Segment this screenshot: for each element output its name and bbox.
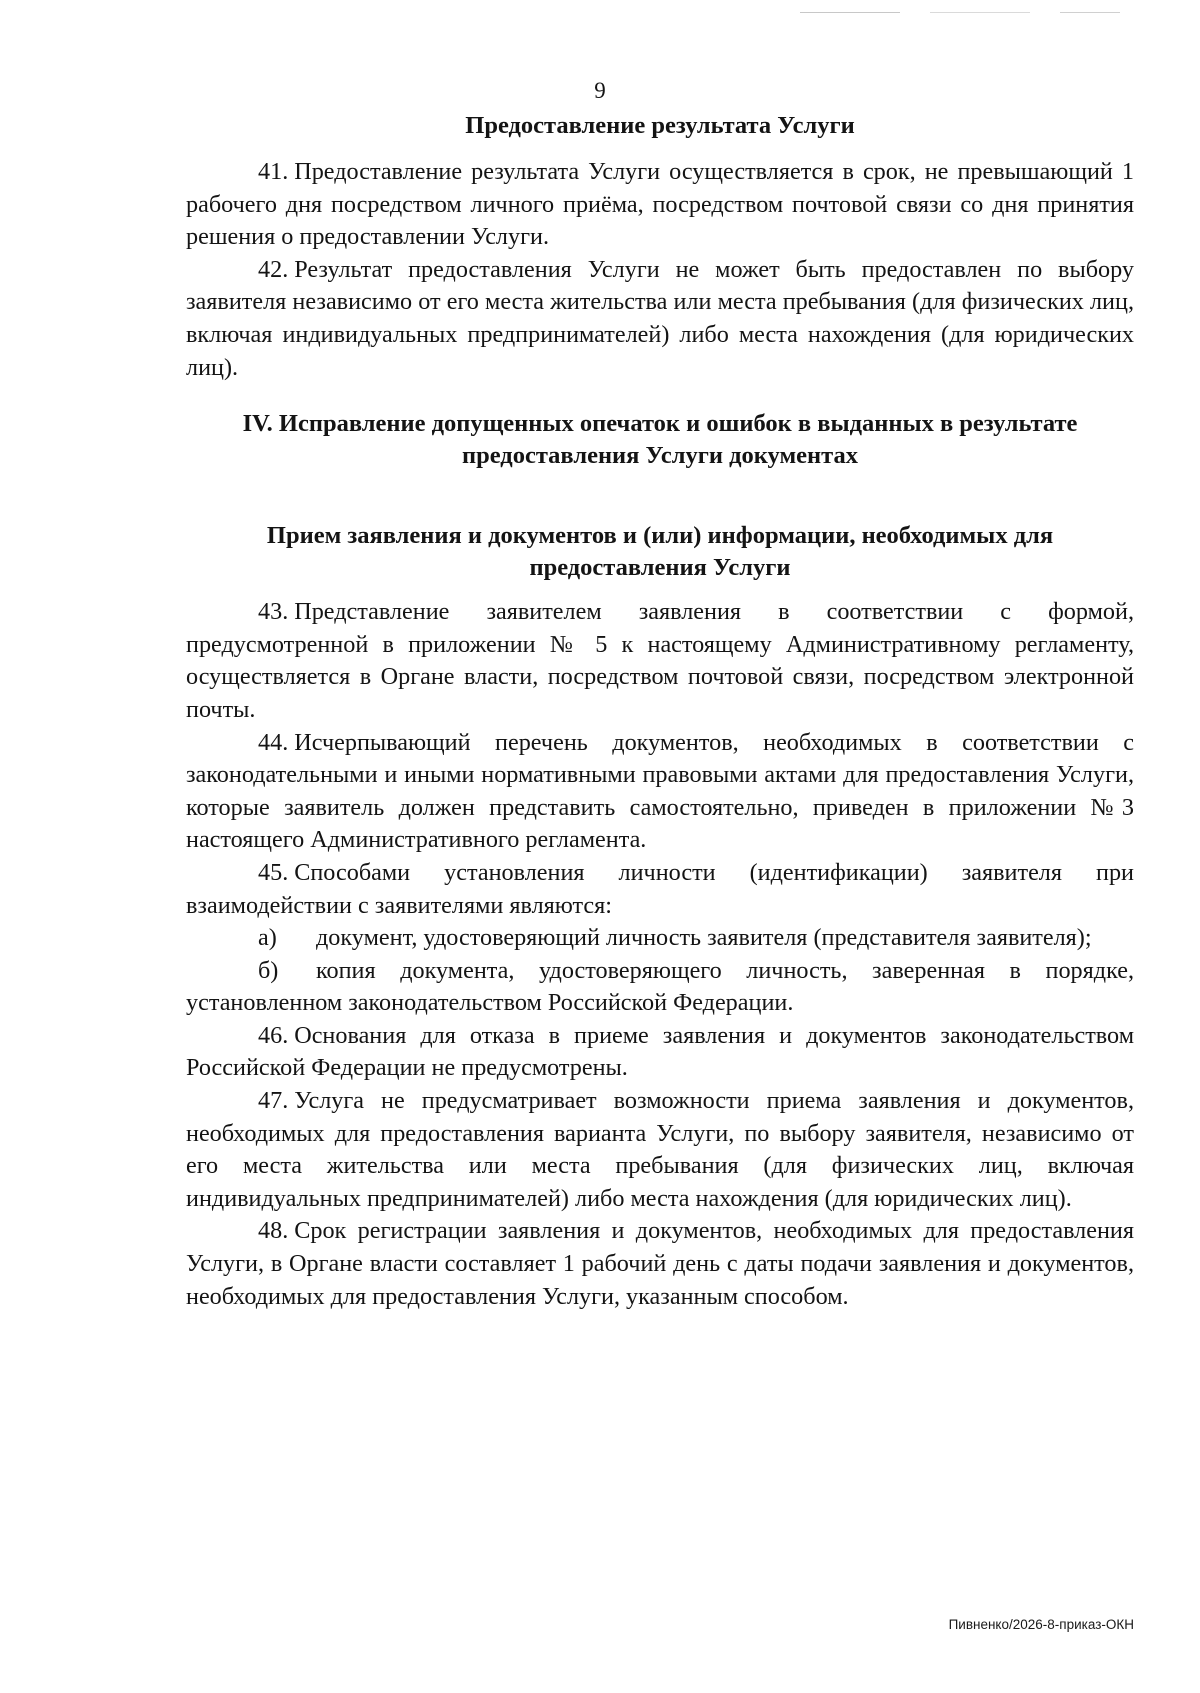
- paragraph-42: [186, 254, 1134, 384]
- document-body: [186, 100, 1134, 1313]
- paragraph-number: 45.: [258, 858, 289, 886]
- heading-section-iv: IV. Исправление допущенных опечаток и ошибок в выданных в результате предоставления Услуги документах: [242, 410, 1078, 470]
- paragraph-text: копия документа, удостоверяющего личность, заверенная в порядке, установленном законодательством Российской Федерации.: [186, 956, 1134, 1017]
- paragraph-number: 47.: [258, 1087, 289, 1115]
- paragraph-text: Представление заявителем заявления в соответствии с формой, предусмотренной в приложении № 5 к настоящему Административному регламенту, осуществляется в Органе власти, посредством почтовой связи, посредством электронной почты.: [186, 598, 1134, 723]
- paragraph-48: [186, 1215, 1134, 1313]
- paragraph-45-a: [186, 922, 1134, 955]
- footer-document-code: Пивненко/2026-8-приказ-ОКН: [948, 1617, 1134, 1632]
- paragraph-number: 41.: [258, 158, 289, 185]
- scan-artifact: [930, 12, 1030, 13]
- paragraph-text: документ, удостоверяющий личность заявителя (представителя заявителя);: [316, 924, 1092, 952]
- paragraph-45: [186, 857, 1134, 922]
- paragraph-text: Предоставление результата Услуги осуществляется в срок, не превышающий 1 рабочего дня посредством личного приёма, посредством почтовой связи со дня принятия решения о предоставлении Услуги.: [186, 158, 1134, 251]
- scan-artifact: [800, 12, 900, 13]
- paragraph-number: 46.: [258, 1021, 289, 1049]
- list-marker: б): [258, 956, 279, 984]
- list-marker: а): [258, 924, 277, 952]
- paragraph-text: Результат предоставления Услуги не может быть предоставлен по выбору заявителя независимо от его места жительства или места пребывания (для физических лиц, включая индивидуальных предпринимателей) либо места нахождения (для юридических лиц).: [186, 255, 1134, 381]
- scan-artifact: [1060, 12, 1120, 13]
- paragraph-text: Срок регистрации заявления и документов, необходимых для предоставления Услуги, в Органе власти составляет 1 рабочий день с даты подачи заявления и документов, необходимых для предоставления Услуги, указанным способом.: [186, 1217, 1134, 1310]
- paragraph-text: Способами установления личности (идентификации) заявителя при взаимодействии с заявителями являются:: [186, 858, 1134, 919]
- page-number: 9: [594, 78, 606, 103]
- paragraph-44: [186, 727, 1134, 857]
- paragraph-text: Исчерпывающий перечень документов, необходимых в соответствии с законодательными и иными нормативными правовыми актами для предоставления Услуги, которые заявитель должен представить самостоятельно, приведен в приложении №3 настоящего Административного регламента.: [186, 728, 1134, 854]
- paragraph-text: Услуга не предусматривает возможности приема заявления и документов, необходимых для предоставления варианта Услуги, по выбору заявителя, независимо от его места жительства или места пребывания (для физических лиц, включая индивидуальных предпринимателей) либо места нахождения (для юридических лиц).: [186, 1087, 1134, 1212]
- heading-result-provision: Предоставление результата Услуги: [465, 112, 855, 139]
- paragraph-number: 42.: [258, 255, 289, 283]
- paragraph-number: 43.: [258, 598, 289, 626]
- paragraph-text: Основания для отказа в приеме заявления и документов законодательством Российской Федерации не предусмотрены.: [186, 1021, 1134, 1082]
- paragraph-46: [186, 1020, 1134, 1085]
- paragraph-45-b: [186, 955, 1134, 1020]
- paragraph-47: [186, 1085, 1134, 1215]
- paragraph-number: 48.: [258, 1217, 289, 1245]
- paragraph-41: [186, 156, 1134, 254]
- heading-reception: Прием заявления и документов и (или) информации, необходимых для предоставления Услуги: [266, 522, 1054, 582]
- paragraph-43: [186, 596, 1134, 726]
- paragraph-number: 44.: [258, 728, 289, 756]
